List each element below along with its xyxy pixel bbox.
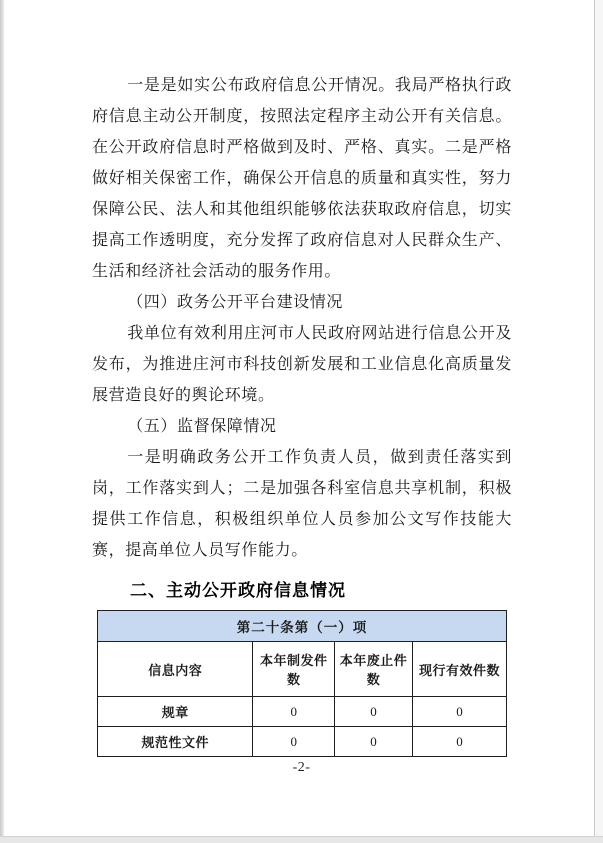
paragraph-supervision: 一是明确政务公开工作负责人员，做到责任落实到岗，工作落实到人；二是加强各科室信息共享机制，积极提供工作信息，积极组织单位人员参加公文写作技能大赛，提高单位人员写作能力。	[92, 449, 512, 559]
column-header-issued-this-year: 本年制发件数	[253, 642, 335, 697]
cell-value: 0	[253, 697, 335, 727]
page-bottom-edge	[0, 836, 603, 843]
row-label-rules: 规章	[98, 697, 253, 727]
info-disclosure-table	[97, 610, 507, 757]
cell-value: 0	[253, 727, 335, 757]
cell-value: 0	[412, 697, 506, 727]
paragraph-public-disclosure: 一是是如实公布政府信息公开情况。我局严格执行政府信息主动公开制度，按照法定程序主动公开有关信息。在公开政府信息时严格做到及时、严格、真实。二是严格做好相关保密工作，确保公开信息的质量和真实性，努力保障公民、法人和其他组织能够依法获取政府信息，切实提高工作透明度，充分发挥了政府信息对人民群众生产、生活和经济社会活动的服务作用。	[92, 77, 512, 280]
column-header-info-content: 信息内容	[98, 642, 253, 697]
cell-value: 0	[335, 727, 413, 757]
cell-value: 0	[335, 697, 413, 727]
table-title: 第二十条第（一）项	[98, 611, 507, 642]
cell-value: 0	[412, 727, 506, 757]
subsection-heading-4: （四）政务公开平台建设情况	[127, 294, 343, 311]
document-content	[92, 70, 512, 757]
table-row	[98, 727, 507, 757]
row-label-normative-documents: 规范性文件	[98, 727, 253, 757]
page-right-margin-area	[595, 0, 603, 843]
page-left-edge	[0, 0, 4, 843]
column-header-currently-valid: 现行有效件数	[412, 642, 506, 697]
subsection-heading-5: （五）监督保障情况	[127, 418, 277, 435]
table-header-row	[98, 642, 507, 697]
table-row	[98, 697, 507, 727]
column-header-abolished-this-year: 本年废止件数	[335, 642, 413, 697]
table-title-row	[98, 611, 507, 642]
page-number: -2-	[292, 760, 311, 775]
page-right-edge	[594, 0, 595, 843]
paragraph-platform: 我单位有效利用庄河市人民政府网站进行信息公开及发布，为推进庄河市科技创新发展和工业信息化高质量发展营造良好的舆论环境。	[92, 325, 512, 404]
section-heading: 二、主动公开政府信息情况	[130, 581, 346, 600]
